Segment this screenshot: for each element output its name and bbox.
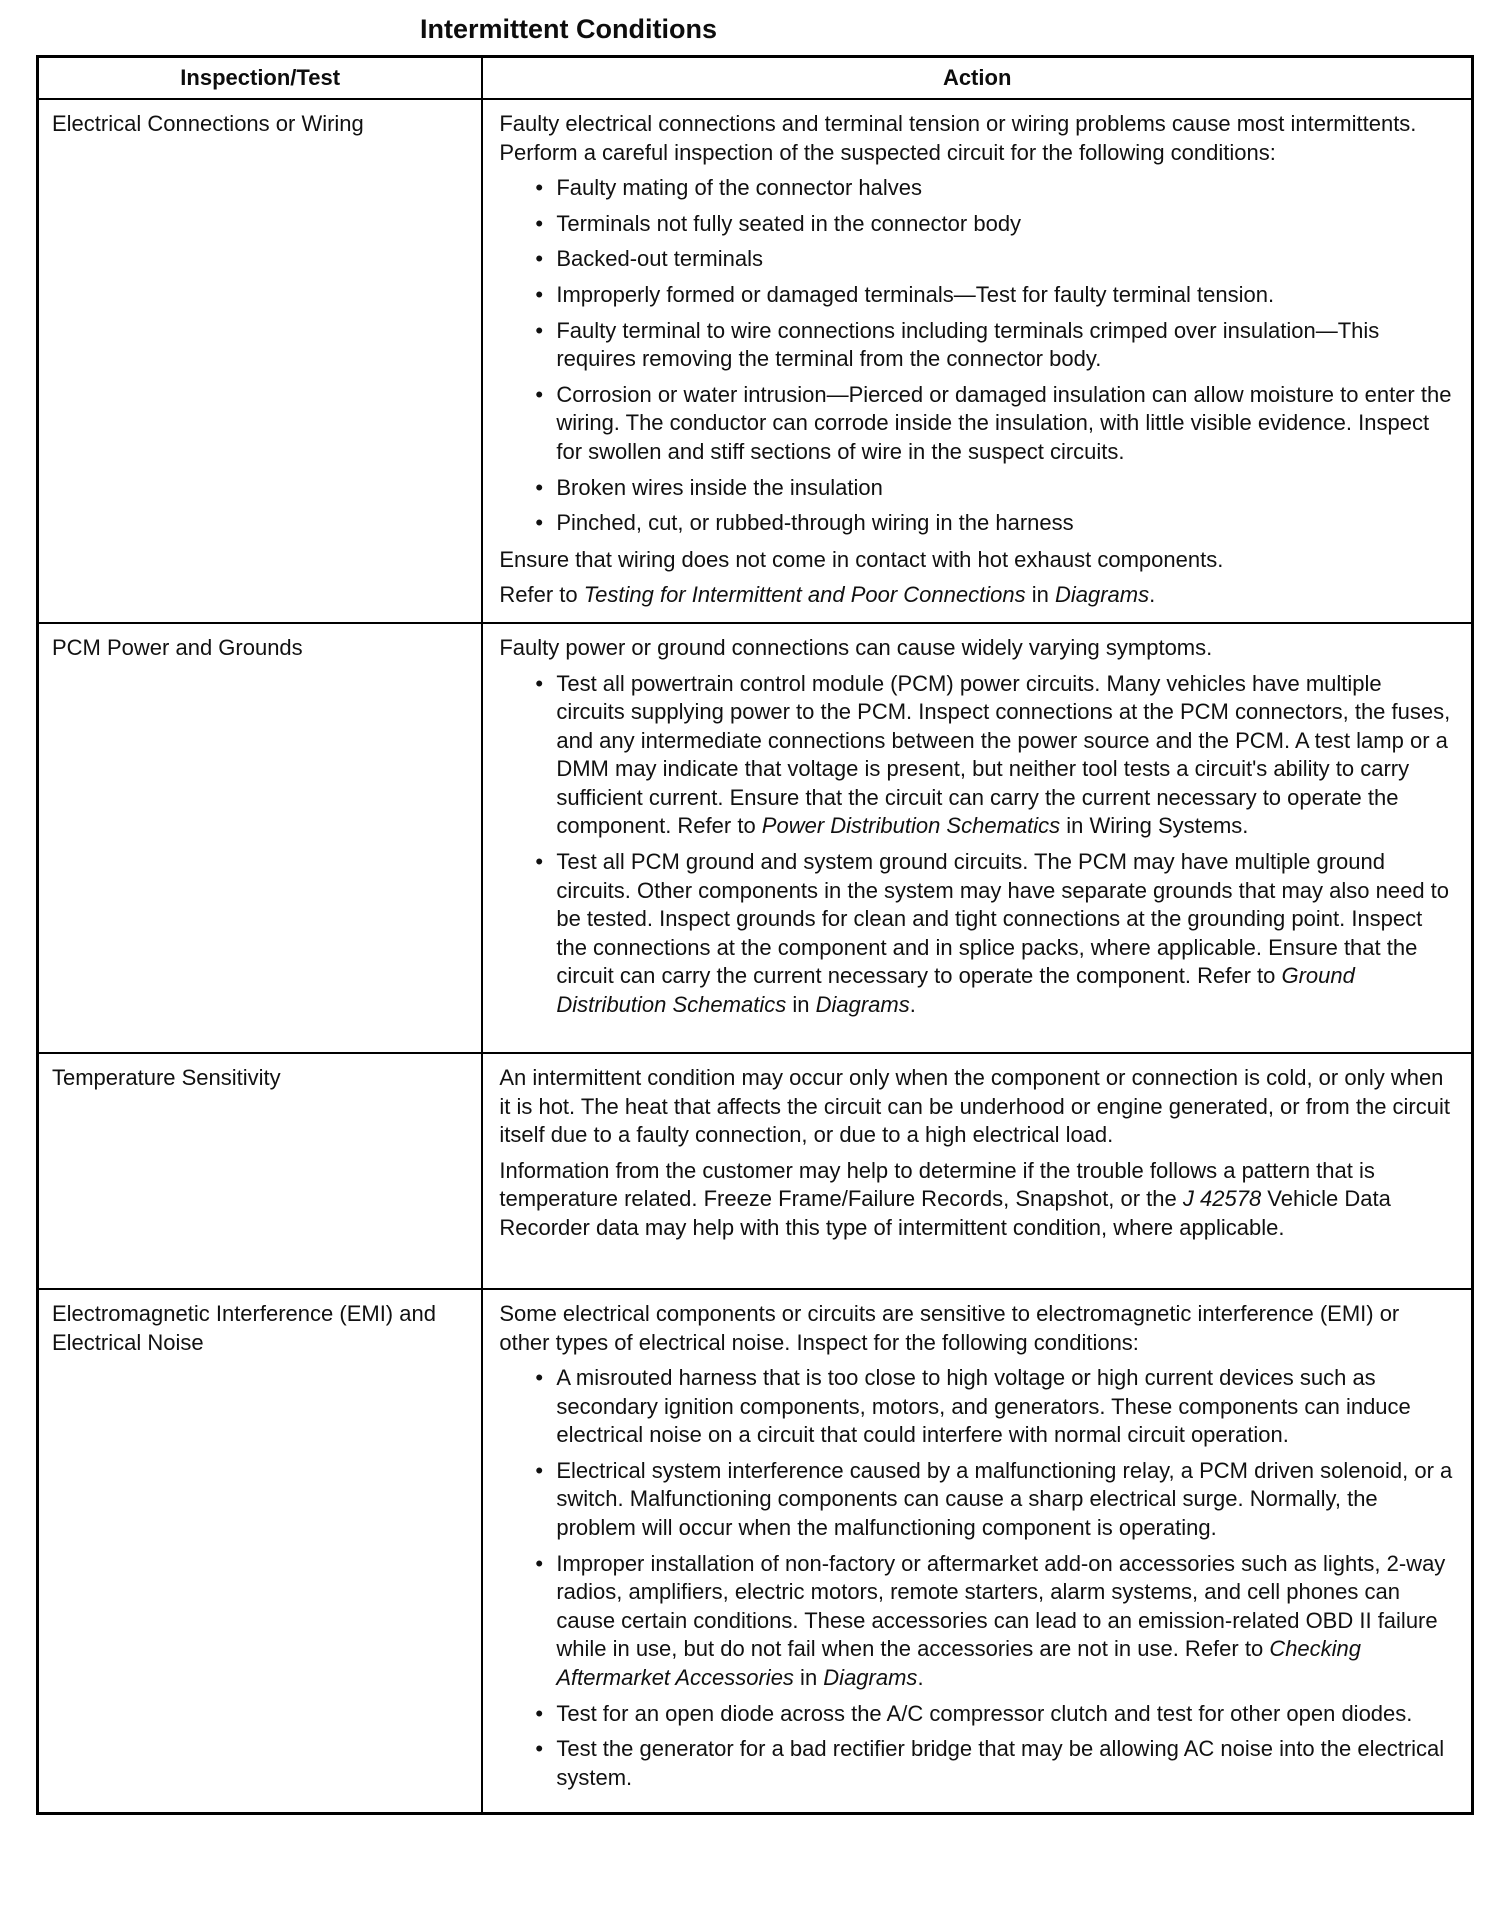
text-segment: in	[786, 992, 816, 1018]
text-segment: Information from the customer may help to determine if the trouble follows a pattern that is temperature related. Freeze Frame/Failure Records, Snapshot, or the	[499, 1157, 1375, 1212]
text-segment: Pinched, cut, or rubbed-through wiring in the harness	[556, 510, 1074, 536]
text-segment: Faulty electrical connections and terminal tension or wiring problems cause most intermittents. Perform a careful inspection of the suspected circuit for the following conditions:	[499, 111, 1417, 165]
bullet-item	[535, 381, 1455, 467]
action-paragraph	[499, 546, 1455, 575]
text-segment: Improperly formed or damaged terminals—Test for faulty terminal tension.	[556, 281, 1275, 307]
bullet-item	[535, 174, 1455, 203]
inspection-cell: PCM Power and Grounds	[38, 623, 483, 1053]
inspection-cell: Temperature Sensitivity	[38, 1053, 483, 1289]
inspection-cell: Electromagnetic Interference (EMI) and Electrical Noise	[38, 1289, 483, 1814]
conditions-table	[36, 55, 1474, 1815]
text-segment: in	[793, 1665, 824, 1691]
italic-reference-text: Diagrams	[823, 1665, 918, 1691]
text-segment: Improper installation of non-factory or aftermarket add-on accessories such as lights, 2-way radios, amplifiers, electric motors, remote starters, alarm systems, and cell phones can cause certain conditions. These accessories can lead to an emission-related OBD II failure while in use, but do not fail when the accessories are not in use. Refer to	[556, 1550, 1446, 1662]
bullet-item	[535, 317, 1455, 374]
bullet-item	[535, 509, 1455, 538]
text-segment: in Wiring Systems.	[1060, 813, 1249, 839]
text-segment: Terminals not fully seated in the connector body	[556, 210, 1022, 236]
table-row	[38, 1053, 1473, 1289]
italic-reference-text: Power Distribution Schematics	[761, 813, 1061, 839]
text-segment: Refer to	[499, 582, 584, 608]
action-cell	[482, 99, 1472, 623]
italic-reference-text: Checking Aftermarket Accessories	[556, 1636, 1362, 1691]
table-row	[38, 623, 1473, 1053]
action-paragraph	[499, 1157, 1455, 1243]
bullet-item	[535, 210, 1455, 239]
action-cell	[482, 1289, 1472, 1814]
text-segment: .	[909, 992, 916, 1018]
bullet-list	[499, 174, 1455, 538]
bullet-item	[535, 1735, 1455, 1792]
italic-reference-text: Diagrams	[815, 992, 910, 1018]
page-title: Intermittent Conditions	[420, 14, 717, 44]
bullet-item	[535, 1550, 1455, 1693]
text-segment: A misrouted harness that is too close to high voltage or high current devices such as secondary ignition components, motors, and generators. These components can induce electrical noise on a circuit that could interfere with normal circuit operation.	[556, 1365, 1411, 1448]
italic-reference-text: J 42578	[1182, 1186, 1262, 1212]
text-segment: Faulty mating of the connector halves	[556, 175, 922, 201]
text-segment: Broken wires inside the insulation	[556, 474, 883, 500]
italic-reference-text: Testing for Intermittent and Poor Connections	[583, 582, 1026, 608]
bullet-item	[535, 1457, 1455, 1543]
text-segment: Faulty terminal to wire connections including terminals crimped over insulation—This requires removing the terminal from the connector body.	[556, 317, 1380, 372]
text-segment: .	[917, 1665, 924, 1691]
bullet-item	[535, 670, 1455, 842]
action-paragraph	[499, 634, 1455, 663]
text-segment: Test for an open diode across the A/C compressor clutch and test for other open diodes.	[556, 1700, 1413, 1726]
table-header-row	[38, 57, 1473, 100]
text-segment: An intermittent condition may occur only when the component or connection is cold, or only when it is hot. The heat that affects the circuit can be underhood or engine generated, or from the circuit itself due to a faulty connection, or due to a high electrical load.	[499, 1064, 1450, 1148]
text-segment: Some electrical components or circuits are sensitive to electromagnetic interference (EMI) or other types of electrical noise. Inspect for the following conditions:	[499, 1300, 1400, 1355]
text-segment: in	[1025, 582, 1055, 608]
text-segment: Electrical system interference caused by a malfunctioning relay, a PCM driven solenoid, or a switch. Malfunctioning components can cause a sharp electrical surge. Normally, the problem will occur when the malfunctioning component is operating.	[556, 1457, 1453, 1541]
text-segment: Corrosion or water intrusion—Pierced or damaged insulation can allow moisture to enter the wiring. The conductor can corrode inside the insulation, with little visible evidence. Inspect for swollen and stiff sections of wire in the suspect circuits.	[556, 381, 1452, 464]
text-segment: Ensure that wiring does not come in contact with hot exhaust components.	[499, 546, 1224, 572]
italic-reference-text: Ground Distribution Schematics	[556, 963, 1355, 1018]
bullet-item	[535, 1364, 1455, 1450]
action-cell	[482, 1053, 1472, 1289]
text-segment: Faulty power or ground connections can cause widely varying symptoms.	[499, 634, 1213, 660]
text-segment: Backed-out terminals	[556, 246, 763, 272]
bullet-item	[535, 474, 1455, 503]
action-paragraph	[499, 1064, 1455, 1150]
bullet-list	[499, 670, 1455, 1020]
bullet-list	[499, 1364, 1455, 1792]
header-action: Action	[482, 57, 1472, 100]
action-paragraph	[499, 1300, 1455, 1357]
table-row	[38, 99, 1473, 623]
bullet-item	[535, 281, 1455, 310]
table-row	[38, 1289, 1473, 1814]
inspection-cell: Electrical Connections or Wiring	[38, 99, 483, 623]
italic-reference-text: Diagrams	[1054, 582, 1150, 608]
text-segment: Test all PCM ground and system ground circuits. The PCM may have multiple ground circuits. Other components in the system may have separate grounds that may also need to be tested. Inspect grounds for clean and tight connections at the grounding point. Inspect the connections at the component and in splice packs, where applicable. Ensure that the circuit can carry the current necessary to operate the component. Refer to	[556, 849, 1450, 989]
header-inspection-test: Inspection/Test	[38, 57, 483, 100]
bullet-item	[535, 245, 1455, 274]
bullet-item	[535, 1700, 1455, 1729]
text-segment: Vehicle Data Recorder data may help with this type of intermittent condition, where applicable.	[499, 1186, 1391, 1240]
text-segment: .	[1149, 582, 1156, 608]
bullet-item	[535, 848, 1455, 1020]
action-paragraph	[499, 110, 1455, 167]
action-cell	[482, 623, 1472, 1053]
text-segment: Test the generator for a bad rectifier bridge that may be allowing AC noise into the electrical system.	[556, 1736, 1445, 1790]
table-body	[38, 99, 1473, 1814]
action-paragraph	[499, 581, 1455, 610]
text-segment: Test all powertrain control module (PCM) power circuits. Many vehicles have multiple circuits supplying power to the PCM. Inspect connections at the PCM connectors, the fuses, and any intermediate connections between the power source and the PCM. A test lamp or a DMM may indicate that voltage is present, but neither tool tests a circuit's ability to carry sufficient current. Ensure that the circuit can carry the current necessary to operate the component. Refer to	[556, 670, 1451, 839]
